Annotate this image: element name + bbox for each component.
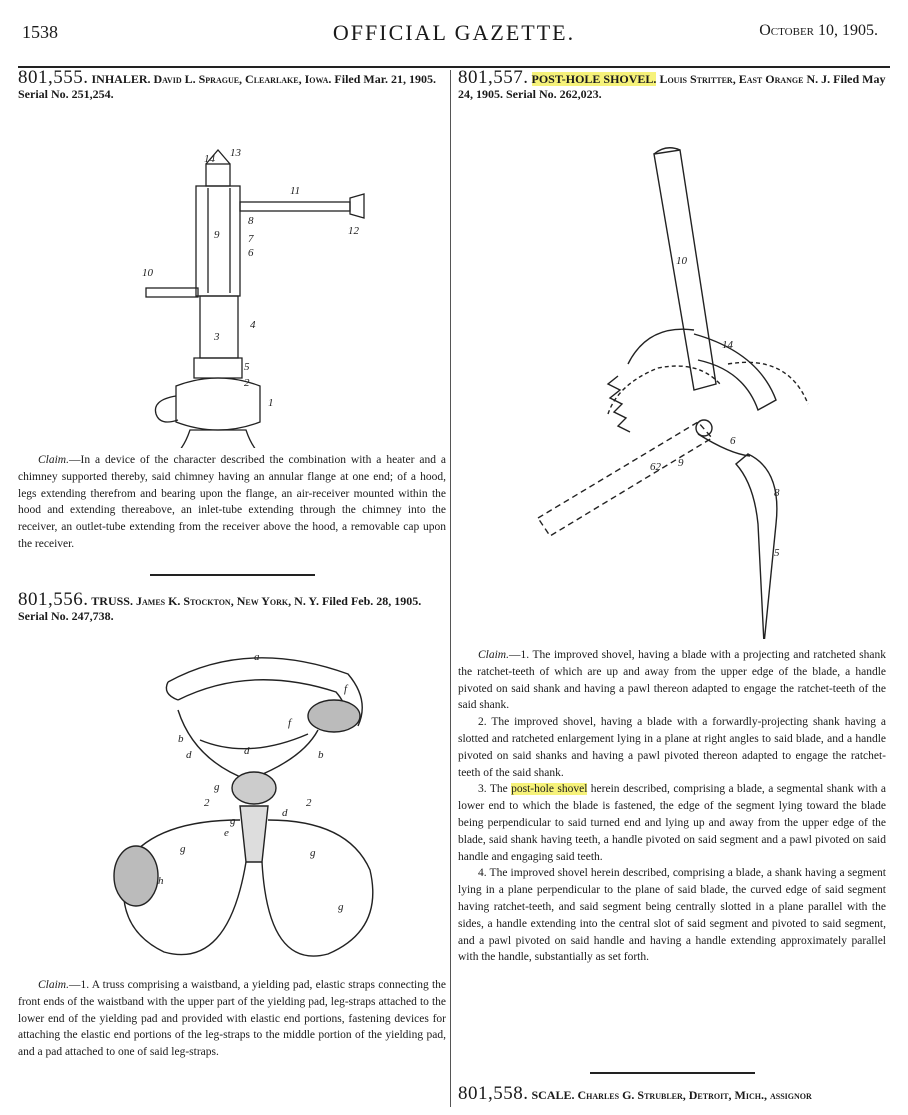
highlighted-term: post-hole shovel bbox=[511, 783, 588, 796]
figure-label: 13 bbox=[230, 147, 241, 159]
figure-label: 8 bbox=[774, 487, 780, 499]
figure-label: d bbox=[282, 807, 288, 819]
patent-number: 801,557. bbox=[458, 67, 529, 88]
figure-label: 10 bbox=[676, 255, 687, 267]
inhaler-figure bbox=[18, 108, 446, 448]
figure-label: f bbox=[344, 683, 348, 695]
patent-inventor: Louis Stritter, East Orange bbox=[659, 72, 804, 86]
shovel-figure bbox=[458, 104, 886, 639]
entry-heading bbox=[458, 1083, 886, 1104]
claim-body: 3. The bbox=[478, 783, 512, 796]
figure-label: 14 bbox=[722, 339, 733, 351]
claim-body: herein described, comprising a blade, a segmental shank with a lower end to which the blade is fastened, the edge of the segment lying toward the blade being perpendicular to said turned end and lying up and away from the upper edge of the blade, said shank having teeth, a handle pivoted on said segment and a pawl pivoted on said handle and engaging said teeth. bbox=[458, 783, 887, 863]
claim-text bbox=[18, 977, 446, 1061]
entry-separator bbox=[150, 574, 315, 576]
claim-text bbox=[18, 452, 446, 553]
patent-title: INHALER. bbox=[91, 72, 151, 86]
figure-label: 2 bbox=[204, 797, 210, 809]
patent-filed: Filed Mar. 21, 1905. Serial No. 251,254. bbox=[18, 72, 436, 101]
figure-label: 5 bbox=[774, 547, 780, 559]
claim-body: —1. A truss comprising a waistband, a yielding pad, elastic straps connecting the front ends of the waistband with the upper part of the yielding pad, leg-straps attached to the lower end of the yielding pad and provided with elastic end portions, fastening devices for attaching the elastic end portions of the leg-straps to the middle portion of the yielding pad, and a pad attached to one of said leg-straps. bbox=[18, 979, 446, 1059]
claim-text bbox=[458, 647, 886, 966]
figure-label: g bbox=[230, 815, 236, 827]
figure-label: 6 bbox=[730, 435, 736, 447]
column-divider bbox=[450, 70, 451, 1107]
page-number: 1538 bbox=[22, 22, 58, 42]
patent-entry-801556 bbox=[18, 589, 446, 1061]
figure-label: g bbox=[180, 843, 186, 855]
figure-label: b bbox=[318, 749, 324, 761]
entry-separator bbox=[590, 1072, 755, 1074]
figure-label: 2 bbox=[244, 377, 250, 389]
claim-label: Claim. bbox=[478, 649, 509, 661]
patent-title: SCALE. bbox=[531, 1088, 575, 1102]
claim-body: 2. The improved shovel, having a blade with a forwardly-projecting shank having a slotted and ratcheted enlargement lying in a plane at right angles to said blade, and a handle pivoted on said shanks and having a pawl pivoted thereon adapted to engage the ratchet-teeth of the said shank. bbox=[458, 716, 886, 779]
patent-number: 801,556. bbox=[18, 589, 89, 610]
figure-label: h bbox=[158, 875, 164, 887]
claim-label: Claim. bbox=[38, 979, 69, 991]
figure-label: 9 bbox=[214, 229, 220, 241]
figure-label: 3 bbox=[214, 331, 220, 343]
figure-label: 5 bbox=[244, 361, 250, 373]
entry-heading bbox=[458, 67, 886, 102]
figure-label: d bbox=[186, 749, 192, 761]
gazette-title: OFFICIAL GAZETTE. bbox=[332, 20, 576, 45]
patent-filed: N. J. Filed May 24, 1905. Serial No. 262,023. bbox=[458, 72, 886, 101]
patent-filed: Filed Feb. 28, 1905. Serial No. 247,738. bbox=[18, 594, 422, 623]
patent-inventor: David L. Sprague, Clearlake, Iowa. bbox=[153, 72, 332, 86]
patent-number: 801,558. bbox=[458, 1083, 529, 1104]
figure-label: 14 bbox=[204, 153, 215, 165]
patent-number: 801,555. bbox=[18, 67, 89, 88]
entry-heading bbox=[18, 67, 446, 102]
header-rule bbox=[18, 66, 890, 68]
patent-title: POST-HOLE SHOVEL. bbox=[531, 72, 657, 86]
figure-label: 6 bbox=[248, 247, 254, 259]
figure-label: b bbox=[178, 733, 184, 745]
figure-label: 9 bbox=[678, 457, 684, 469]
figure-label: 1 bbox=[268, 397, 274, 409]
figure-label: 62 bbox=[650, 461, 661, 473]
figure-label: d bbox=[244, 745, 250, 757]
patent-entry-801557 bbox=[458, 67, 887, 966]
figure-label: 8 bbox=[248, 215, 254, 227]
claim-body: —In a device of the character described the combination with a heater and a chimney supported thereby, said chimney having an annular flange at one end; of a hood, legs extending therefrom and bearing upon the flange, an air-receiver mounted within the hood and extending thereabove, an inlet-tube extending through the chimney into the receiver, an outlet-tube extending from the receiver above the hood, a removable cap upon the receiver. bbox=[18, 454, 446, 550]
figure-label: g bbox=[338, 901, 344, 913]
claim-body: 4. The improved shovel herein described, comprising a blade, a shank having a segment lying in a plane perpendicular to the plane of said blade, the curved edge of said segment having ratchet-teeth, and said segment being centrally slotted in a plane parallel with the sides, a handle extending into the central slot of said segment and pivoted to said segment, and a pawl pivoted on said handle and having a handle extending approximately parallel with the handle, substantially as set forth. bbox=[458, 867, 886, 964]
figure-label: g bbox=[310, 847, 316, 859]
figure-label: 4 bbox=[250, 319, 256, 331]
truss-figure bbox=[18, 630, 446, 975]
figure-label: 2 bbox=[306, 797, 312, 809]
page-date: October 10, 1905. bbox=[759, 22, 878, 39]
figure-label: 12 bbox=[348, 225, 359, 237]
patent-entry-801555 bbox=[18, 67, 446, 553]
figure-label: 10 bbox=[142, 267, 153, 279]
figure-label: a bbox=[254, 651, 260, 663]
patent-inventor: Charles G. Strubler, Detroit, Mich., assignor bbox=[577, 1088, 812, 1102]
claim-body: —1. The improved shovel, having a blade with a projecting and ratcheted shank the ratchet-teeth of which are up and away from the upper edge of the blade, a handle pivoted on said shank and having a pawl thereon adapted to engage the ratchet-teeth of the said shank. bbox=[458, 649, 886, 712]
figure-label: 11 bbox=[290, 185, 301, 197]
patent-title: TRUSS. bbox=[91, 594, 133, 608]
figure-label: f bbox=[288, 717, 292, 729]
claim-label: Claim. bbox=[38, 454, 69, 466]
patent-inventor: James K. Stockton, New York, N. Y. bbox=[135, 594, 319, 608]
figure-label: 7 bbox=[248, 233, 254, 245]
figure-label: g bbox=[214, 781, 220, 793]
figure-label: e bbox=[224, 827, 229, 839]
patent-entry-801558 bbox=[458, 1083, 886, 1104]
entry-heading bbox=[18, 589, 446, 624]
